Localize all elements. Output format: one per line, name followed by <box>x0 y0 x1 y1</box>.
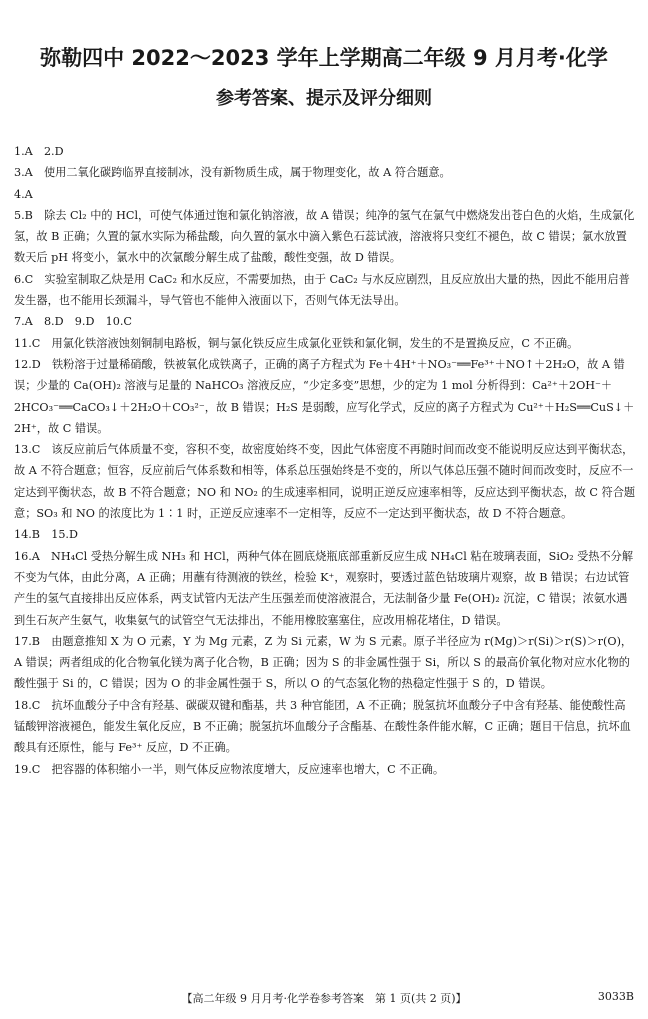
answer-item-3: 3.A 使用二氧化碳跨临界直接制冰，没有新物质生成，属于物理变化，故 A 符合题意。 <box>14 166 451 180</box>
answer-item-12: 12.D 铁粉溶于过量稀硝酸，铁被氧化成铁离子，正确的离子方程式为 Fe＋4H⁺＋NO₃⁻══Fe³⁺＋NO↑＋2H₂O，故 A 错误；少量的 Ca(OH)₂ 溶液与足量的 NaHCO₃ 溶液反应，“少定多变”思想，少的定为 1 mol 分析得到：Ca²⁺＋2OH⁻＋2HCO₃⁻══CaCO₃↓＋2H₂O＋CO₃²⁻，故 B 错误；H₂S 是弱酸，应写化学式，反应的离子方程式为 Cu²⁺＋H₂S══CuS↓＋2H⁺，故 C 错误。 <box>14 357 635 435</box>
answer-item-4: 4.A <box>14 187 33 201</box>
answer-item-14: 14.B 15.D <box>14 528 78 542</box>
answer-item-17: 17.B 由题意推知 X 为 O 元素，Y 为 Mg 元素，Z 为 Si 元素，W 为 S 元素。原子半径应为 r(Mg)＞r(Si)＞r(S)＞r(O)，A 错误；两者组成的化合物氧化镁为离子化合物，B 正确；因为 S 的非金属性强于 Si，所以 S 的最高价氧化物对应水化物的酸性强于 Si 的，C 错误；因为 O 的非金属性强于 S，所以 O 的气态氢化物的热稳定性强于 S 的，D 错误。 <box>14 634 633 691</box>
answer-item-6: 6.C 实验室制取乙炔是用 CaC₂ 和水反应，不需要加热，由于 CaC₂ 与水反应剧烈，且反应放出大量的热，因此不能用启普发生器，也不能用长颈漏斗，导气管也不能伸入液面以下，否则气体无法导出。 <box>14 272 630 308</box>
answer-item-7: 7.A 8.D 9.D 10.C <box>14 315 132 329</box>
page-subtitle: 参考答案、提示及评分细则 <box>216 88 432 109</box>
page-title: 弥勒四中 2022～2023 学年上学期高二年级 9 月月考·化学 <box>40 46 608 70</box>
answer-item-18: 18.C 抗坏血酸分子中含有羟基、碳碳双键和酯基，共 3 种官能团，A 不正确；脱氢抗坏血酸分子中含有羟基、能使酸性高锰酸钾溶液褪色，能发生氧化反应，B 不正确；脱氢抗坏血酸分子含酯基、在酸性条件能水解，C 正确；题目干信息，抗坏血酸具有还原性，能与 Fe³⁺ 反应，D 不正确。 <box>14 698 631 755</box>
answer-item-19: 19.C 把容器的体积缩小一半，则气体反应物浓度增大，反应速率也增大，C 不正确。 <box>14 762 445 776</box>
answer-item-5: 5.B 除去 Cl₂ 中的 HCl，可使气体通过饱和氯化钠溶液，故 A 错误；纯净的氢气在氯气中燃烧发出苍白色的火焰，生成氯化氢，故 B 正确；久置的氯水实际为稀盐酸，向久置的氯水中滴入紫色石蕊试液，溶液将只变红不褪色，故 C 错误；氯水放置数天后 pH 将变小，氯水中的次氯酸分解生成了盐酸，酸性变强，故 D 错误。 <box>14 208 635 265</box>
answer-item-11: 11.C 用氯化铁溶液蚀刻铜制电路板，铜与氯化铁反应生成氯化亚铁和氯化铜，发生的不是置换反应，C 不正确。 <box>14 336 579 350</box>
answer-item-1: 1.A 2.D <box>14 145 64 158</box>
answer-item-13: 13.C 该反应前后气体质量不变，容积不变，故密度始终不变，因此气体密度不再随时间而改变不能说明反应达到平衡状态，故 A 不符合题意；恒容，反应前后气体系数和相等，体系总压强始终是不变的，所以气体总压强不随时间而改变时，反应不一定达到平衡状态，故 B 不符合题意；NO 和 NO₂ 的生成速率相同，说明正逆反应速率相等，反应达到平衡状态，故 C 符合题意；SO₃ 和 NO 的浓度比为 1∶1 时，正逆反应速率不一定相等，反应不一定达到平衡状态，故 D 不符合题意。 <box>14 443 636 521</box>
paper-code: 3033B <box>597 990 634 1003</box>
page-footer: 【高二年级 9 月月考·化学卷参考答案 第 1 页(共 2 页)】 <box>181 992 467 1005</box>
answer-item-16: 16.A NH₄Cl 受热分解生成 NH₃ 和 HCl，两种气体在圆底烧瓶底部重新反应生成 NH₄Cl 粘在玻璃表面，SiO₂ 受热不分解不变为气体，由此分离，A 正确；用蘸有待测液的铁丝，检验 K⁺，观察时，要透过蓝色钴玻璃片观察，故 B 错误；右边试管产生的氢气直接排出反应体系，两支试管内无法产生压强差而使溶液混合，无法制备少量 Fe(OH)₂ 沉淀，C 错误；浓氨水遇到生石灰产生氨气，收集氨气的试管空气无法排出，不能用橡胶塞塞住，应改用棉花堵住，D 错误。 <box>14 549 634 627</box>
answer-list <box>14 141 636 780</box>
